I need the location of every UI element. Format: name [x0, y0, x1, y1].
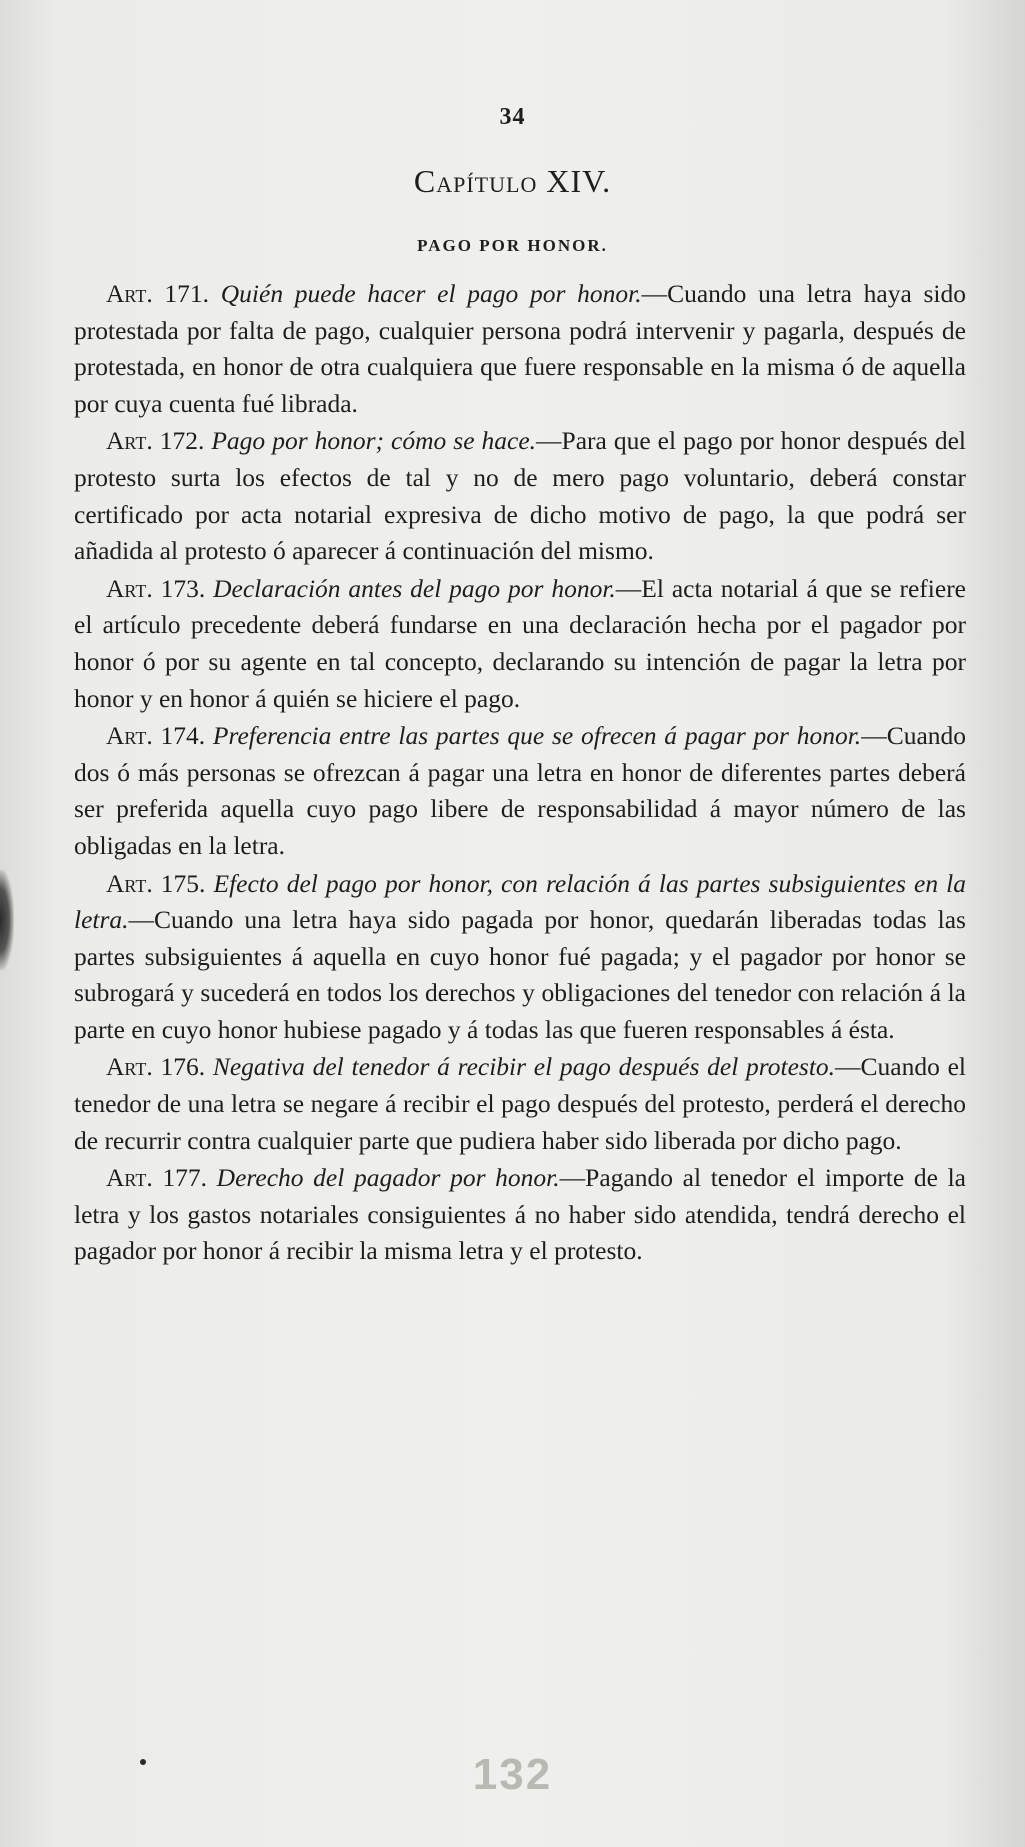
- article-label: Art. 172.: [106, 426, 205, 456]
- article-label: Art. 171.: [106, 279, 210, 308]
- binding-shadow: [0, 870, 14, 970]
- article-text: —Para que el pago por honor después del protesto surta los efectos de tal y no de mero pago voluntario, deberá constar certificado por acta notarial expresiva de dicho motivo de pago, la que podrá ser añadida al protesto ó aparecer á continuación del mismo.: [74, 426, 967, 566]
- article-heading: Pago por honor; cómo se hace.: [211, 426, 537, 456]
- article-label: Art. 173.: [106, 573, 206, 603]
- article-173: [74, 571, 966, 717]
- article-label: Art. 176.: [106, 1052, 206, 1082]
- chapter-title: Capítulo XIV.: [413, 163, 612, 199]
- chapter-subtitle: PAGO POR HONOR.: [417, 236, 608, 255]
- library-stamp: 132: [472, 1750, 553, 1799]
- article-176: [74, 1049, 966, 1159]
- article-heading: Quién puede hacer el pago por honor.: [220, 279, 642, 308]
- article-175: [74, 866, 966, 1049]
- page-number: 34: [499, 104, 526, 130]
- article-label: Art. 177.: [106, 1163, 207, 1193]
- article-174: [74, 718, 966, 864]
- article-heading: Negativa del tenedor á recibir el pago después del protesto.: [212, 1052, 836, 1082]
- article-heading: Declaración antes del pago por honor.: [213, 573, 616, 603]
- article-heading: Efecto del pago por honor, con relación á las partes subsiguientes en la letra.: [74, 868, 967, 935]
- article-list: [74, 276, 966, 1271]
- article-label: Art. 175.: [106, 868, 206, 898]
- article-177: [74, 1160, 966, 1270]
- article-text: —Cuando dos ó más personas se ofrezcan á pagar una letra en honor de diferentes partes deberá ser preferida aquella cuyo pago libere de responsabilidad á mayor número de las obligadas en la letra.: [74, 721, 967, 860]
- article-text: —Cuando una letra haya sido pagada por honor, quedarán liberadas todas las partes subsiguientes á aquella en cuyo honor fué pagada; y el pagador por honor se subrogará y sucederá en todos los derechos y obligaciones del tenedor con relación á la parte en cuyo honor hubiese pagado y á todas las que fueren responsables á ésta.: [74, 905, 966, 1044]
- article-heading: Preferencia entre las partes que se ofrecen á pagar por honor.: [212, 721, 862, 751]
- article-text: —Pagando al tenedor el importe de la letra y los gastos notariales consiguientes á no haber sido atendida, tendrá derecho el pagador por honor á recibir la misma letra y el protesto.: [74, 1163, 967, 1266]
- article-heading: Derecho del pagador por honor.: [216, 1163, 560, 1193]
- article-text: —Cuando una letra haya sido protestada por falta de pago, cualquier persona podrá intervenir y pagarla, después de protestada, en honor de otra cualquiera que fuere responsable en la misma ó de aquella por cuya cuenta fué librada.: [74, 279, 966, 418]
- article-text: —El acta notarial á que se refiere el artículo precedente deberá fundarse en una declaración hecha por el pagador por honor ó por su agente en tal concepto, declarando su intención de pagar la letra por honor y en honor á quién se hiciere el pago.: [74, 573, 966, 713]
- article-text: —Cuando el tenedor de una letra se negare á recibir el pago después del protesto, perderá el derecho de recurrir contra cualquier parte que pudiera haber sido liberada por dicho pago.: [74, 1052, 966, 1155]
- article-171: [74, 276, 966, 422]
- article-label: Art. 174.: [106, 721, 206, 751]
- article-172: [74, 423, 966, 569]
